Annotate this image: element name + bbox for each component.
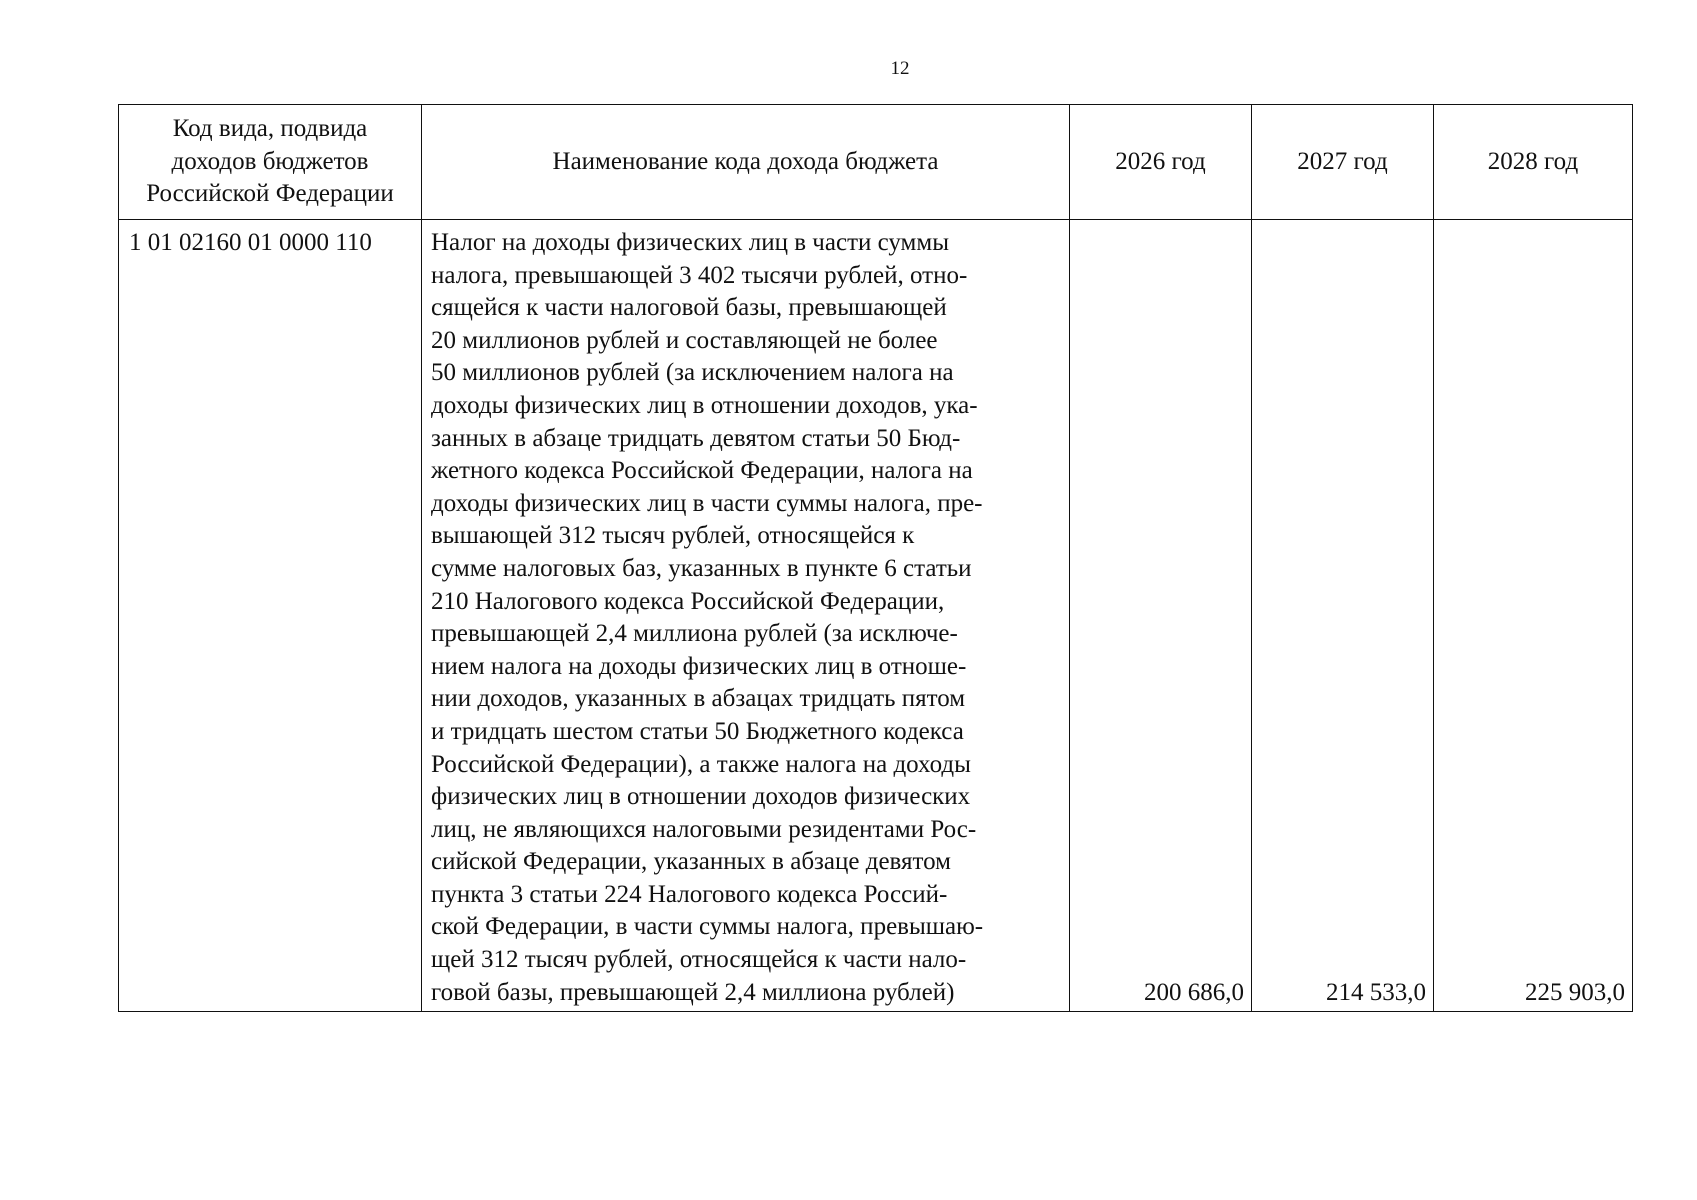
revenue-name-line: занных в абзаце тридцать девятом статьи 50 Бюд- [431, 424, 961, 452]
value-2026: 200 686,0 [1070, 220, 1252, 1012]
table-row [119, 220, 1633, 1012]
header-year-2028: 2028 год [1434, 105, 1633, 220]
revenue-name-line: 50 миллионов рублей (за исключением налога на [431, 359, 954, 387]
page-number: 12 [890, 58, 910, 79]
revenue-name-line: сящейся к части налоговой базы, превышающей [431, 294, 947, 322]
table-header-row [119, 105, 1633, 220]
revenue-name [422, 220, 1070, 1012]
revenue-name-line: лиц, не являющихся налоговыми резидентами Рос- [431, 815, 977, 843]
revenue-name-line: физических лиц в отношении доходов физических [431, 783, 971, 811]
header-code-line: Российской Федерации [146, 180, 394, 208]
revenue-name-line: 210 Налогового кодекса Российской Федерации, [431, 587, 945, 615]
revenue-name-line: нием налога на доходы физических лиц в отноше- [431, 652, 967, 680]
revenue-name-line: Российской Федерации), а также налога на доходы [431, 750, 971, 778]
revenue-name-line: 20 миллионов рублей и составляющей не более [431, 326, 938, 354]
revenue-name-line: и тридцать шестом статьи 50 Бюджетного кодекса [431, 717, 964, 745]
header-code-line: Код вида, подвида [172, 115, 368, 143]
revenue-name-line: нии доходов, указанных в абзацах тридцать пятом [431, 685, 966, 713]
revenue-name-line: доходы физических лиц в части суммы налога, пре- [431, 489, 983, 517]
revenue-name-line: вышающей 312 тысяч рублей, относящейся к [431, 522, 915, 550]
revenue-name-line: говой базы, превышающей 2,4 миллиона рублей) [431, 978, 955, 1006]
revenue-name-line: доходы физических лиц в отношении доходов, ука- [431, 391, 978, 419]
revenue-name-line: пункта 3 статьи 224 Налогового кодекса Россий- [431, 880, 948, 908]
header-year-2026: 2026 год [1070, 105, 1252, 220]
revenue-table [118, 104, 1633, 1012]
header-code [119, 105, 422, 220]
revenue-name-line: ской Федерации, в части суммы налога, превышаю- [431, 913, 984, 941]
header-code-line: доходов бюджетов [171, 147, 369, 175]
revenue-code: 1 01 02160 01 0000 110 [119, 220, 422, 1012]
revenue-name-line: жетного кодекса Российской Федерации, налога на [431, 457, 973, 485]
revenue-name-line: щей 312 тысяч рублей, относящейся к части нало- [431, 946, 967, 974]
header-name: Наименование кода дохода бюджета [422, 105, 1070, 220]
revenue-name-line: сийской Федерации, указанных в абзаце девятом [431, 848, 951, 876]
revenue-name-line: превышающей 2,4 миллиона рублей (за исключе- [431, 620, 958, 648]
revenue-name-line: налога, превышающей 3 402 тысячи рублей, отно- [431, 261, 968, 289]
value-2027: 214 533,0 [1252, 220, 1434, 1012]
revenue-name-line: Налог на доходы физических лиц в части суммы [431, 229, 949, 256]
value-2028: 225 903,0 [1434, 220, 1633, 1012]
revenue-name-line: сумме налоговых баз, указанных в пункте 6 статьи [431, 554, 972, 582]
header-year-2027: 2027 год [1252, 105, 1434, 220]
